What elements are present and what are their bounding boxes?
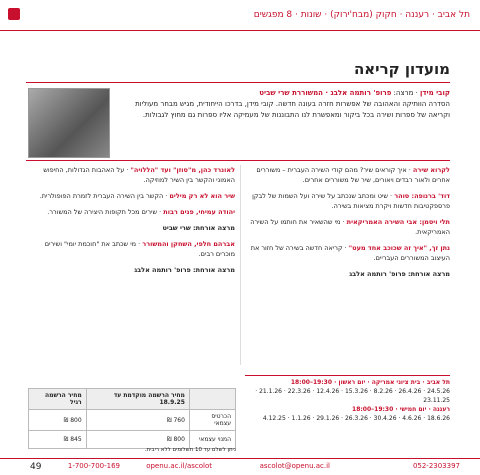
lecture-item — [245, 217, 450, 237]
footer-website[interactable]: openu.ac.il/ascolot — [146, 462, 212, 470]
schedule-block — [245, 378, 450, 423]
lecture-item — [30, 207, 235, 217]
table-header: מחיר הרשמה מוקדמת עד 18.9.25 — [86, 389, 189, 410]
lecture-title: לקרוא שירה — [412, 166, 450, 174]
lecture-item — [245, 191, 450, 211]
table-header-empty — [189, 389, 235, 410]
footer-phone-2[interactable]: 1-700-700-169 — [67, 462, 120, 470]
price-table — [28, 388, 236, 449]
lecture-text: · איך קוראים שיר? מהם קודי השירה העברית – משוררים אחרים ולאור רבדים ויאורים, שיר של משוררים אחרים. — [256, 166, 450, 184]
intro-role: · מרצה: — [391, 89, 421, 97]
lecture-title: תלי ויסמן: אבי השירה האמריקאית — [346, 218, 450, 226]
column-divider — [240, 165, 241, 365]
lecture-item — [30, 165, 235, 185]
table-header-row — [29, 389, 236, 410]
schedule-dates: 18.6.26 · 4.6.26 · 30.4.26 · 26.3.26 · 29.1.26 · 1.1.26 · 4.12.25 — [262, 415, 450, 422]
lecture-item — [30, 239, 235, 259]
schedule-dates: 24.5.26 · 26.4.26 · 8.2.26 · 15.3.26 · 12.4.26 · 22.3.26 · 21.1.26 · 23.11.25 — [255, 388, 450, 404]
table-row — [29, 431, 236, 449]
lecture-title: לאונרד כהן, מ"סוזן" ועד "הללויה" — [130, 166, 235, 174]
intro-name: קובי מידן — [420, 89, 450, 97]
lecture-title: יהודה עמיחי, פנים רבות — [163, 208, 235, 216]
logo-icon — [8, 8, 20, 20]
footer — [0, 462, 480, 475]
intro-lead: פרופ' רותמה אלבג · המשוררת שרי שביט — [259, 89, 392, 97]
table-cell: המנוי עצמאי — [189, 431, 235, 449]
schedule-divider — [245, 375, 450, 376]
lecture-text: · הקשר בין השירה העברית לזמרת הפופולרית. — [39, 192, 170, 200]
table-cell: 800 ₪ — [86, 431, 189, 449]
lecture-item — [245, 243, 450, 263]
lecture-item — [30, 191, 235, 201]
lecture-item — [245, 165, 450, 185]
table-row — [29, 410, 236, 431]
table-cell: 845 ₪ — [29, 431, 87, 449]
lecturer-credit: מרצה אורחת: פרופ' רותמה אלבג — [134, 266, 235, 274]
header-divider — [0, 30, 480, 31]
lecture-title: נתן זך, "איך זה שכוכב אחד מעט" — [348, 244, 450, 252]
table-cell: 760 ₪ — [86, 410, 189, 431]
page-number: 49 — [30, 462, 42, 472]
footer-email[interactable]: ascolot@openu.ac.il — [259, 462, 330, 470]
lecture-title: דוד' ברנופה: סוהר — [394, 192, 450, 200]
intro-divider — [26, 160, 450, 161]
table-cell: 800 ₪ — [29, 410, 87, 431]
portrait-photo — [28, 88, 110, 158]
right-column — [245, 165, 450, 285]
table-header: מחיר הרשמה רגיל — [29, 389, 87, 410]
lecture-text: · מי שכתב את "חוכמת יומי" ושירים מוכרים רבים. — [44, 240, 235, 258]
lecture-text: · על האהבות הגדולות, החיפוש האמוני והקשר בין השיר למוזיקה. — [43, 166, 235, 184]
page-title: מועדון קריאה — [353, 60, 450, 78]
footer-phone[interactable]: 052-2303397 — [412, 462, 460, 470]
lecture-title: אברהם חלפי, השחקן והמשורר — [142, 240, 235, 248]
intro-body: הסדרה הוותיקה והאהובה של אפשרות חזרה בעונה חדשה. קובי מידן, בדרכו הייחודית, מגיש מבחר מעוליות וקריאה של ספרות ושירה בכל ביקור ומאפשרת לנו התבוננות של מעמיקה אליו ספרות גם מחוץ לגבולות. — [135, 100, 450, 119]
schedule-line: תל אביב · בית ציוני אמריקה · יום ראשון · 19:30–18:00 — [290, 379, 450, 386]
lecturer-credit: מרצה אורחת: פרופ' רותמה אלבג — [349, 270, 450, 278]
lecture-text: · שירים מכל תקופות היצירה של המשורר. — [47, 208, 164, 216]
lecture-text: · מי שהשאיר את חותמו על השירה האמריקאית. — [250, 218, 450, 236]
lecture-title: שיר הוא לא רק מילים — [169, 192, 235, 200]
intro-block — [126, 88, 450, 121]
breadcrumb: תל אביב · רעננה · חקוק (מבח'ירוק) · שונות · 8 מפגשים — [253, 10, 470, 20]
price-note: ניתן לשלם עד 10 תשלומים ללא ריבית. — [144, 447, 236, 453]
lecture-text: · שיט ומכתב שנכתב על שירה ועל השמות של לבקן פרספקטיבות חדשות ויקרת מציאות בשירה. — [252, 192, 450, 210]
left-column — [30, 165, 235, 281]
lecture-text: · קריאה חדשה בשירה של חזור את העיצוב המשוררים העבריים. — [250, 244, 450, 262]
title-divider — [26, 82, 450, 83]
table-cell: הכרטיס עצמאי — [189, 410, 235, 431]
lecturer-credit: מרצה אורחת: שרי שביט — [162, 224, 235, 232]
schedule-line: רעננה · יום חמישי · 19:30–18:00 — [352, 406, 450, 413]
footer-divider — [0, 458, 480, 459]
